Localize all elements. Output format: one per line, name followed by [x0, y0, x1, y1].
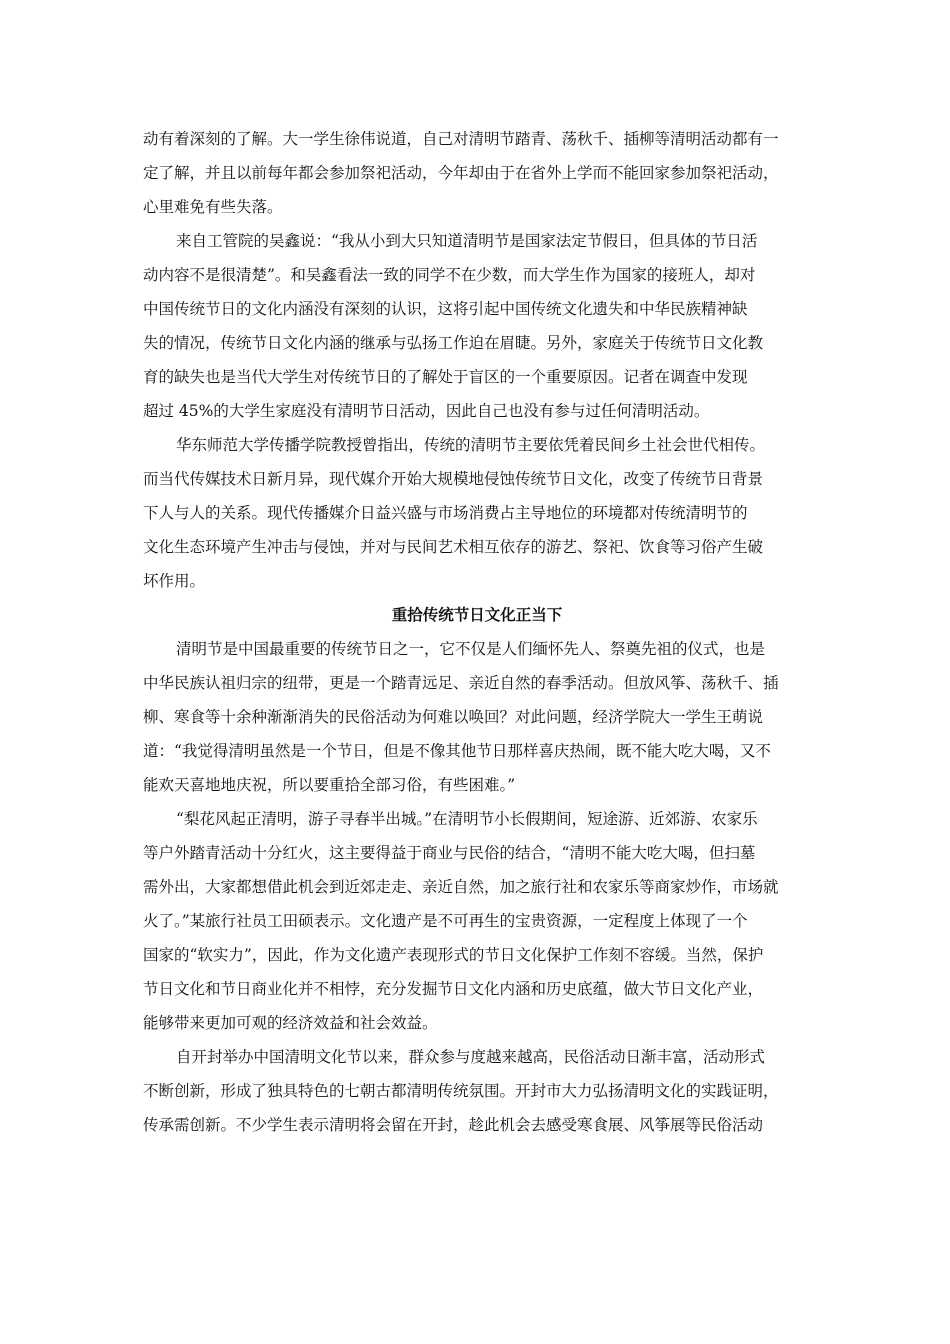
text-line: 国家的“软实力”，因此，作为文化遗产表现形式的节日文化保护工作刻不容缓。当然，保护	[143, 946, 764, 964]
text-line: 能欢天喜地地庆祝，所以要重拾全部习俗，有些困难。”	[143, 776, 516, 794]
text-line: 定了解，并且以前每年都会参加祭祀活动，今年却由于在省外上学而不能回家参加祭祀活动，	[143, 164, 779, 182]
text-line: 而当代传媒技术日新月异，现代媒介开始大规模地侵蚀传统节日文化，改变了传统节日背景	[143, 470, 764, 488]
section-heading: 重拾传统节日文化正当下	[391, 605, 563, 624]
text-line: 能够带来更加可观的经济效益和社会效益。	[143, 1014, 438, 1032]
text-line: 来自工管院的吴鑫说：“我从小到大只知道清明节是国家法定节假日，但具体的节日活	[176, 232, 758, 250]
text-line: 道：“我觉得清明虽然是一个节日，但是不像其他节日那样喜庆热闹，既不能大吃大喝，又不	[143, 742, 771, 760]
text-line: 下人与人的关系。现代传播媒介日益兴盛与市场消费占主导地位的环境都对传统清明节的	[143, 504, 748, 522]
article-body	[143, 122, 811, 1142]
text-line: 育的缺失也是当代大学生对传统节日的了解处于盲区的一个重要原因。记者在调查中发现	[143, 368, 748, 386]
text-line: “梨花风起正清明，游子寻春半出城。”在清明节小长假期间，短途游、近郊游、农家乐	[176, 810, 758, 828]
text-line: 传承需创新。不少学生表示清明将会留在开封，趁此机会去感受寒食展、风筝展等民俗活动	[143, 1116, 764, 1134]
text-line: 文化生态环境产生冲击与侵蚀，并对与民间艺术相互依存的游艺、祭祀、饮食等习俗产生破	[143, 538, 764, 556]
text-line: 华东师范大学传播学院教授曾指出，传统的清明节主要依凭着民间乡土社会世代相传。	[176, 436, 766, 454]
text-line: 节日文化和节日商业化并不相悖，充分发掘节日文化内涵和历史底蕴，做大节日文化产业，	[143, 980, 764, 998]
text-line: 坏作用。	[143, 572, 206, 590]
text-line: 中华民族认祖归宗的纽带，更是一个踏青远足、亲近自然的春季活动。但放风筝、荡秋千、插	[143, 674, 779, 692]
text-line: 失的情况，传统节日文化内涵的继承与弘扬工作迫在眉睫。另外，家庭关于传统节日文化教	[143, 334, 764, 352]
text-line: 需外出，大家都想借此机会到近郊走走、亲近自然，加之旅行社和农家乐等商家炒作，市场就	[143, 878, 779, 896]
text-line: 动内容不是很清楚”。和吴鑫看法一致的同学不在少数，而大学生作为国家的接班人，却对	[143, 266, 756, 284]
text-line: 不断创新，形成了独具特色的七朝古都清明传统氛围。开封市大力弘扬清明文化的实践证明，	[143, 1082, 779, 1100]
text-line: 中国传统节日的文化内涵没有深刻的认识，这将引起中国传统文化遗失和中华民族精神缺	[143, 300, 748, 318]
text-line: 火了。”某旅行社员工田硕表示。文化遗产是不可再生的宝贵资源，一定程度上体现了一个	[143, 912, 748, 930]
text-line: 等户外踏青活动十分红火，这主要得益于商业与民俗的结合，“清明不能大吃大喝，但扫墓	[143, 844, 756, 862]
text-line: 柳、寒食等十余种渐渐消失的民俗活动为何难以唤回？对此问题，经济学院大一学生王萌说	[143, 708, 764, 726]
text-line: 动有着深刻的了解。大一学生徐伟说道，自己对清明节踏青、荡秋千、插柳等清明活动都有一	[143, 130, 779, 148]
text-line: 清明节是中国最重要的传统节日之一，它不仅是人们缅怀先人、祭奠先祖的仪式，也是	[176, 640, 766, 658]
text-line: 超过 45%的大学生家庭没有清明节日活动，因此自己也没有参与过任何清明活动。	[143, 402, 710, 420]
text-line: 自开封举办中国清明文化节以来，群众参与度越来越高，民俗活动日渐丰富，活动形式	[176, 1048, 766, 1066]
text-line: 心里难免有些失落。	[143, 198, 283, 216]
